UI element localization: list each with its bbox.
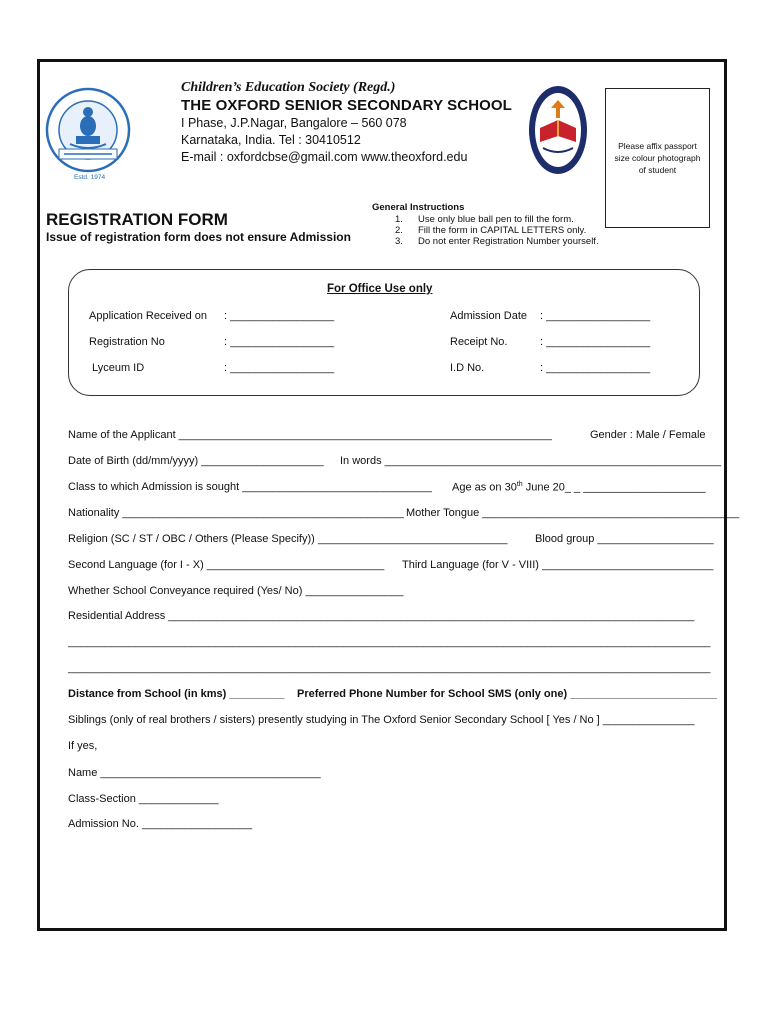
applicant-name-field[interactable]: Name of the Applicant _____________________________________________________________	[68, 429, 552, 441]
address-line: I Phase, J.P.Nagar, Bangalore – 560 078	[181, 116, 407, 130]
class-sought-field[interactable]: Class to which Admission is sought _______________________________	[68, 481, 432, 493]
address-line: Karnataka, India. Tel : 30410512	[181, 133, 361, 147]
siblings-field[interactable]: Siblings (only of real brothers / sisters) presently studying in The Oxford Senior Secondary School [ Yes / No ] _______________	[68, 714, 695, 726]
dob-field[interactable]: Date of Birth (dd/mm/yyyy) ____________________	[68, 455, 324, 467]
age-blank: June 20_ _ ____________________	[522, 481, 706, 494]
third-language-field[interactable]: Third Language (for V - VIII) ____________________________	[402, 559, 714, 571]
conveyance-field[interactable]: Whether School Conveyance required (Yes/ No) ________________	[68, 585, 404, 597]
sibling-class-field[interactable]: Class-Section _____________	[68, 793, 219, 805]
photo-placeholder[interactable]	[605, 88, 710, 228]
form-subtitle: Issue of registration form does not ensure Admission	[46, 230, 351, 244]
mother-tongue-field[interactable]: Mother Tongue __________________________________________	[406, 507, 740, 519]
residential-address-field[interactable]: Residential Address ______________________________________________________________________________________	[68, 610, 695, 622]
instructions-title: General Instructions	[372, 202, 465, 213]
distance-field[interactable]: Distance from School (in kms) _________	[68, 688, 285, 700]
photo-instruction: Please affix passport size colour photograph of student	[614, 141, 701, 175]
society-logo	[44, 86, 132, 184]
office-field-label: I.D No.	[450, 362, 485, 374]
office-field-blank[interactable]: : _________________	[224, 310, 335, 322]
office-field-blank[interactable]: : _________________	[224, 336, 335, 348]
instruction-item: Use only blue ball pen to fill the form.	[418, 214, 574, 225]
gender-field[interactable]: Gender : Male / Female	[590, 429, 706, 441]
instruction-item: Fill the form in CAPITAL LETTERS only.	[418, 225, 587, 236]
office-field-label: Registration No	[89, 336, 165, 348]
blood-group-field[interactable]: Blood group ___________________	[535, 533, 714, 545]
office-field-label: Application Received on	[89, 310, 208, 322]
instruction-number: 1.	[395, 214, 403, 225]
if-yes-label: If yes,	[68, 740, 98, 752]
nationality-field[interactable]: Nationality ______________________________________________	[68, 507, 404, 519]
sibling-name-field[interactable]: Name ____________________________________	[68, 767, 321, 779]
dob-in-words-field[interactable]: In words _______________________________________________________	[340, 455, 722, 467]
office-field-blank[interactable]: : _________________	[540, 362, 651, 374]
age-label: Age as on 30	[452, 481, 517, 494]
office-field-blank[interactable]: : _________________	[540, 310, 651, 322]
religion-field[interactable]: Religion (SC / ST / OBC / Others (Please Specify)) _______________________________	[68, 533, 508, 545]
second-language-field[interactable]: Second Language (for I - X) _____________________________	[68, 559, 385, 571]
office-use-title: For Office Use only	[327, 283, 433, 295]
office-field-blank[interactable]: : _________________	[224, 362, 335, 374]
instruction-item: Do not enter Registration Number yourself.	[418, 236, 599, 247]
age-field[interactable]	[452, 481, 706, 494]
school-logo	[527, 84, 589, 176]
office-field-blank[interactable]: : _________________	[540, 336, 651, 348]
school-name: THE OXFORD SENIOR SECONDARY SCHOOL	[181, 97, 512, 114]
office-field-label: Admission Date	[450, 310, 528, 322]
instruction-number: 2.	[395, 225, 403, 236]
society-name: Children’s Education Society (Regd.)	[181, 80, 396, 95]
contact-line: E-mail : oxfordcbse@gmail.com www.theoxford.edu	[181, 150, 468, 164]
logo-estd: Estd. 1974	[74, 174, 106, 181]
office-field-label: Lyceum ID	[92, 362, 145, 374]
address-line-3[interactable]: _________________________________________________________________________________________________________	[68, 662, 711, 674]
phone-field[interactable]: Preferred Phone Number for School SMS (only one) ________________________	[297, 688, 718, 700]
form-title: REGISTRATION FORM	[46, 210, 228, 229]
age-superscript: th	[516, 481, 523, 488]
sibling-admission-field[interactable]: Admission No. __________________	[68, 818, 253, 830]
address-line-2[interactable]: _________________________________________________________________________________________________________	[68, 636, 711, 648]
instruction-number: 3.	[395, 236, 403, 247]
office-field-label: Receipt No.	[450, 336, 508, 348]
